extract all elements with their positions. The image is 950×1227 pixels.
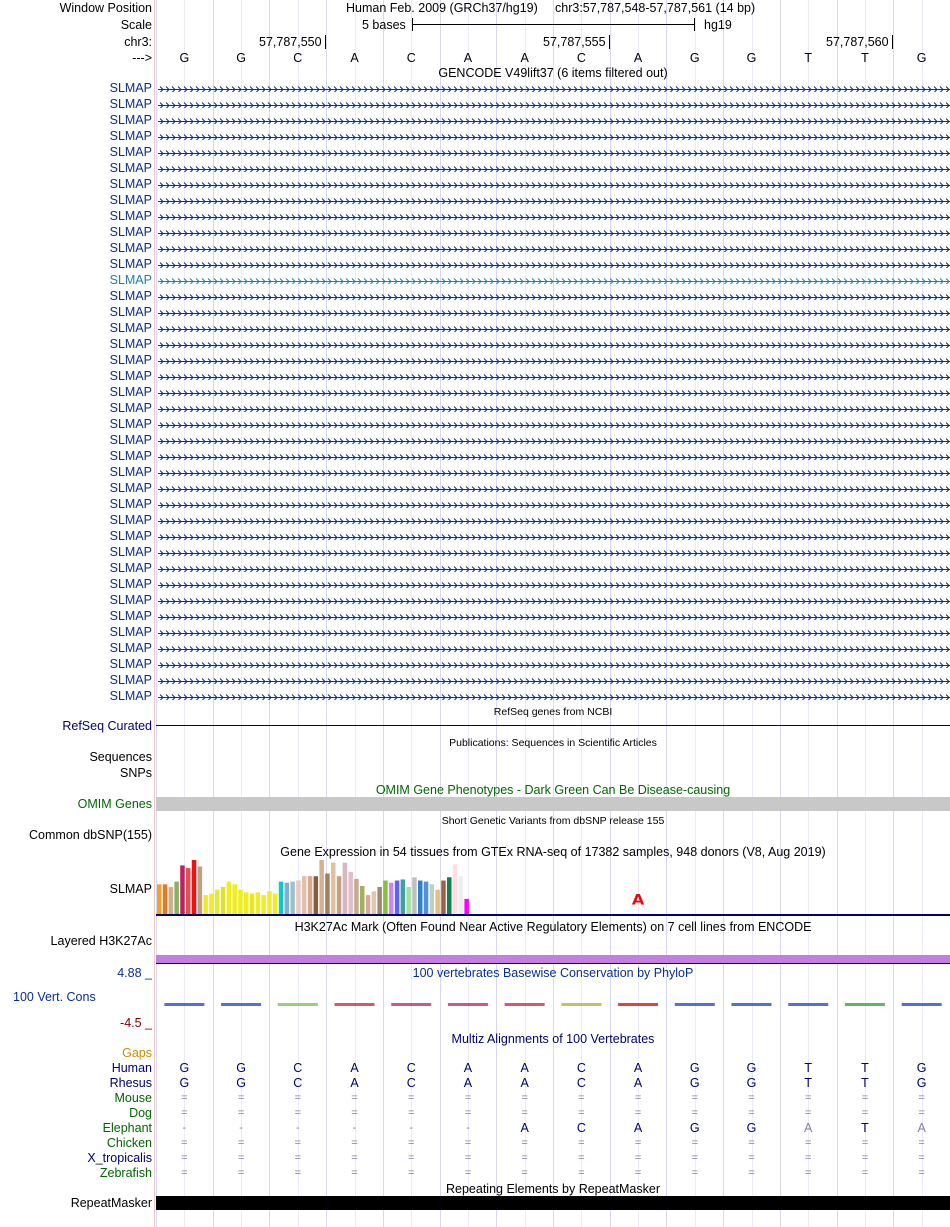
multiz-base: - — [352, 1122, 357, 1134]
multiz-base: - — [295, 1122, 300, 1134]
multiz-base: = — [578, 1167, 585, 1179]
gencode-transcript-label[interactable]: SLMAP — [109, 193, 152, 207]
multiz-base: = — [804, 1137, 812, 1149]
multiz-base: = — [861, 1167, 869, 1179]
gencode-transcript-label[interactable]: SLMAP — [109, 449, 152, 463]
multiz-base: = — [748, 1137, 755, 1149]
scale-label: Scale — [120, 18, 152, 32]
multiz-base: = — [407, 1137, 415, 1149]
multiz-base: = — [237, 1152, 245, 1164]
multiz-base: T — [861, 1121, 869, 1135]
multiz-base: = — [804, 1152, 812, 1164]
multiz-base: = — [407, 1152, 415, 1164]
gencode-transcript-label[interactable]: SLMAP — [109, 289, 152, 303]
multiz-base: A — [520, 1076, 529, 1090]
gencode-transcript-label[interactable]: SLMAP — [109, 417, 152, 431]
multiz-base: = — [521, 1107, 528, 1119]
gencode-transcript-label[interactable]: SLMAP — [109, 369, 152, 383]
dbsnp-label[interactable]: Common dbSNP(155) — [29, 828, 152, 842]
gencode-transcript-label[interactable]: SLMAP — [109, 689, 152, 703]
multiz-base: = — [578, 1152, 585, 1164]
multiz-base: = — [918, 1152, 925, 1164]
phylop-score-mark — [561, 1003, 601, 1006]
gencode-transcript-label[interactable]: SLMAP — [109, 529, 152, 543]
multiz-base: = — [237, 1137, 245, 1149]
gencode-transcript-label[interactable]: SLMAP — [109, 353, 152, 367]
base-letter: G — [746, 51, 757, 65]
base-letter: C — [406, 51, 416, 65]
multiz-base: = — [918, 1167, 925, 1179]
multiz-species-label[interactable]: Mouse — [114, 1091, 152, 1105]
multiz-base: A — [520, 1061, 529, 1075]
multiz-base: = — [691, 1167, 698, 1179]
multiz-base: A — [633, 1076, 643, 1090]
phylop-score-mark — [845, 1003, 885, 1006]
gencode-transcript-label[interactable]: SLMAP — [109, 225, 152, 239]
base-letter: G — [689, 51, 700, 65]
multiz-base: C — [576, 1061, 586, 1075]
h3k27ac-track-title[interactable]: H3K27Ac Mark (Often Found Near Active Regulatory Elements) on 7 cell lines from ENCODE — [294, 920, 812, 934]
base-letter: A — [463, 51, 473, 65]
coord-3: 57,787,560 — [826, 35, 889, 49]
phylop-score-mark — [788, 1003, 828, 1006]
multiz-base: = — [351, 1107, 358, 1119]
phylop-score-mark — [164, 1003, 204, 1006]
base-letter: C — [576, 51, 586, 65]
multiz-base: = — [691, 1152, 698, 1164]
multiz-base: = — [351, 1167, 358, 1179]
gencode-transcript-label[interactable]: SLMAP — [109, 609, 152, 623]
multiz-base: = — [237, 1107, 245, 1119]
multiz-base: C — [293, 1076, 303, 1090]
multiz-base: G — [689, 1076, 700, 1090]
base-letter: C — [293, 51, 303, 65]
multiz-base: = — [691, 1137, 698, 1149]
multiz-species-label[interactable]: Rhesus — [109, 1076, 152, 1090]
multiz-base: A — [520, 1121, 529, 1135]
gencode-transcript-label[interactable]: SLMAP — [109, 401, 152, 415]
phylop-score-mark — [675, 1003, 715, 1006]
multiz-base: = — [294, 1137, 301, 1149]
multiz-base: G — [916, 1076, 927, 1090]
base-letter: A — [520, 51, 529, 65]
base-letter: G — [236, 51, 246, 65]
multiz-base: - — [409, 1122, 414, 1134]
multiz-base: = — [351, 1137, 358, 1149]
multiz-base: = — [804, 1092, 812, 1104]
gtex-track-title[interactable]: Gene Expression in 54 tissues from GTEx RNA-seq of 17382 samples, 948 donors (V8, Aug 2019) — [280, 845, 826, 859]
gencode-transcript-label[interactable]: SLMAP — [109, 209, 152, 223]
multiz-base: = — [634, 1152, 642, 1164]
multiz-base: G — [179, 1076, 190, 1090]
multiz-base: = — [748, 1152, 755, 1164]
multiz-base: = — [634, 1107, 642, 1119]
multiz-base: = — [861, 1152, 869, 1164]
position-readout: chr3:57,787,548-57,787,561 (14 bp) — [555, 1, 756, 15]
multiz-species-label[interactable]: Chicken — [106, 1136, 152, 1150]
phylop-score-mark — [335, 1003, 375, 1006]
multiz-base: A — [633, 1121, 643, 1135]
phylop-track-title[interactable]: 100 vertebrates Basewise Conservation by PhyloP — [412, 966, 694, 980]
omim-track-title[interactable]: OMIM Gene Phenotypes - Dark Green Can Be Disease-causing — [375, 783, 731, 797]
multiz-base: = — [181, 1107, 188, 1119]
multiz-base: = — [181, 1152, 188, 1164]
multiz-base: = — [407, 1107, 415, 1119]
gencode-transcript-label[interactable]: SLMAP — [109, 513, 152, 527]
multiz-base: = — [407, 1167, 415, 1179]
multiz-base: = — [181, 1092, 188, 1104]
multiz-base: G — [916, 1061, 927, 1075]
multiz-base: T — [861, 1076, 869, 1090]
multiz-base: G — [179, 1061, 190, 1075]
multiz-base: T — [804, 1061, 813, 1075]
scale-db: hg19 — [704, 18, 732, 32]
multiz-base: = — [861, 1092, 869, 1104]
multiz-base: G — [746, 1121, 757, 1135]
h3k27ac-label[interactable]: Layered H3K27Ac — [50, 934, 152, 948]
multiz-base: - — [466, 1122, 470, 1134]
gencode-transcript-label[interactable]: SLMAP — [109, 657, 152, 671]
multiz-base: = — [294, 1107, 301, 1119]
multiz-base: = — [578, 1092, 585, 1104]
base-letter: T — [861, 51, 869, 65]
pubs-label-snps[interactable]: SNPs — [120, 766, 152, 780]
multiz-base: = — [918, 1137, 925, 1149]
multiz-base: = — [804, 1107, 812, 1119]
multiz-base: = — [464, 1107, 472, 1119]
phylop-min-label: -4.5 _ — [120, 1016, 152, 1030]
multiz-base: = — [578, 1137, 585, 1149]
multiz-species-label[interactable]: Elephant — [102, 1121, 152, 1135]
phylop-score-mark — [505, 1003, 545, 1006]
multiz-base: = — [748, 1107, 755, 1119]
base-letter: T — [804, 51, 813, 65]
multiz-base: G — [746, 1061, 757, 1075]
gencode-transcript-label[interactable]: SLMAP — [109, 81, 152, 95]
multiz-base: G — [236, 1076, 246, 1090]
multiz-base: = — [237, 1167, 245, 1179]
multiz-base: C — [576, 1076, 586, 1090]
pubs-track-title[interactable]: Publications: Sequences in Scientific Articles — [449, 737, 657, 749]
multiz-base: = — [691, 1107, 698, 1119]
phylop-label[interactable]: 100 Vert. Cons — [13, 990, 96, 1004]
refseq-label[interactable]: RefSeq Curated — [62, 719, 152, 733]
multiz-base: = — [578, 1107, 585, 1119]
gtex-label[interactable]: SLMAP — [109, 882, 152, 896]
phylop-score-mark — [618, 1003, 658, 1006]
multiz-base: A — [633, 1061, 643, 1075]
gencode-transcript-label[interactable]: SLMAP — [109, 465, 152, 479]
multiz-species-label[interactable]: X_tropicalis — [87, 1151, 152, 1165]
base-letter: A — [350, 51, 359, 65]
multiz-species-label[interactable]: Zebrafish — [99, 1166, 152, 1180]
multiz-base: = — [464, 1167, 472, 1179]
multiz-base: C — [576, 1121, 586, 1135]
window-position-label: Window Position — [59, 1, 152, 15]
multiz-base: = — [294, 1152, 301, 1164]
phylop-score-mark — [732, 1003, 772, 1006]
gencode-transcript-label[interactable]: SLMAP — [109, 113, 152, 127]
multiz-base: = — [464, 1152, 472, 1164]
gencode-transcript-label[interactable]: SLMAP — [109, 305, 152, 319]
multiz-base: T — [861, 1061, 869, 1075]
base-letter: A — [633, 51, 643, 65]
assembly-title: Human Feb. 2009 (GRCh37/hg19) — [346, 1, 538, 15]
gencode-transcript-label[interactable]: SLMAP — [109, 161, 152, 175]
gencode-transcript-label[interactable]: SLMAP — [109, 593, 152, 607]
multiz-base: = — [407, 1092, 415, 1104]
multiz-base: C — [293, 1061, 303, 1075]
chrom-label: chr3: — [124, 35, 152, 49]
multiz-base: = — [181, 1137, 188, 1149]
phylop-score-mark — [278, 1003, 318, 1006]
refseq-track-title[interactable]: RefSeq genes from NCBI — [493, 706, 613, 718]
coord-2: 57,787,555 — [543, 35, 606, 49]
multiz-species-label[interactable]: Human — [111, 1061, 152, 1075]
gencode-transcript-label[interactable]: SLMAP — [109, 257, 152, 271]
gencode-transcript-label[interactable]: SLMAP — [109, 545, 152, 559]
multiz-base: = — [634, 1137, 642, 1149]
multiz-base: A — [463, 1076, 473, 1090]
multiz-base: A — [350, 1076, 359, 1090]
gencode-transcript-label[interactable]: SLMAP — [109, 321, 152, 335]
strand-label: ---> — [132, 51, 152, 65]
gencode-transcript-label[interactable]: SLMAP — [109, 497, 152, 511]
gencode-transcript-label[interactable]: SLMAP — [109, 673, 152, 687]
dbsnp-track-title[interactable]: Short Genetic Variants from dbSNP release 155 — [441, 815, 665, 827]
multiz-base: = — [918, 1107, 925, 1119]
pubs-label-sequences[interactable]: Sequences — [89, 750, 152, 764]
multiz-base: - — [239, 1122, 243, 1134]
multiz-base: = — [464, 1137, 472, 1149]
multiz-base: A — [350, 1061, 359, 1075]
repeatmasker-label[interactable]: RepeatMasker — [70, 1196, 152, 1210]
multiz-base: A — [804, 1121, 813, 1135]
multiz-base: = — [294, 1167, 301, 1179]
gencode-transcript-label[interactable]: SLMAP — [109, 273, 152, 287]
phylop-score-mark — [391, 1003, 431, 1006]
multiz-base: A — [917, 1121, 926, 1135]
gencode-transcript-label[interactable]: SLMAP — [109, 385, 152, 399]
multiz-base: = — [521, 1092, 528, 1104]
multiz-base: = — [804, 1167, 812, 1179]
multiz-base: C — [406, 1076, 416, 1090]
multiz-base: = — [748, 1092, 755, 1104]
multiz-base: = — [351, 1092, 358, 1104]
scale-text: 5 bases — [362, 18, 406, 32]
phylop-score-mark — [448, 1003, 488, 1006]
phylop-score-mark — [221, 1003, 261, 1006]
omim-label[interactable]: OMIM Genes — [77, 797, 152, 811]
base-letter: G — [916, 51, 927, 65]
multiz-base: = — [464, 1092, 472, 1104]
gencode-track-title[interactable]: GENCODE V49lift37 (6 items filtered out) — [438, 66, 668, 80]
multiz-base: A — [463, 1061, 473, 1075]
multiz-base: = — [918, 1092, 925, 1104]
gencode-transcript-label[interactable]: SLMAP — [109, 145, 152, 159]
gencode-transcript-label[interactable]: SLMAP — [109, 177, 152, 191]
multiz-base: G — [689, 1061, 700, 1075]
base-letter: G — [179, 51, 190, 65]
gencode-transcript-label[interactable]: SLMAP — [109, 561, 152, 575]
label-column-divider — [154, 0, 155, 1227]
multiz-base: = — [237, 1092, 245, 1104]
phylop-score-mark — [902, 1003, 942, 1006]
multiz-track-title[interactable]: Multiz Alignments of 100 Vertebrates — [451, 1032, 655, 1046]
multiz-base: = — [351, 1152, 358, 1164]
multiz-base: G — [236, 1061, 246, 1075]
multiz-base: - — [182, 1122, 187, 1134]
multiz-base: = — [521, 1152, 528, 1164]
gencode-transcript-label[interactable]: SLMAP — [109, 241, 152, 255]
gencode-transcript-label[interactable]: SLMAP — [109, 481, 152, 495]
multiz-base: = — [634, 1167, 642, 1179]
gencode-transcript-label[interactable]: SLMAP — [109, 433, 152, 447]
repeatmasker-bar[interactable] — [156, 1196, 950, 1210]
gencode-transcript-label[interactable]: SLMAP — [109, 641, 152, 655]
multiz-base: G — [689, 1121, 700, 1135]
multiz-base: = — [634, 1092, 642, 1104]
multiz-base: = — [861, 1107, 869, 1119]
gencode-transcript-label[interactable]: SLMAP — [109, 577, 152, 591]
multiz-base: = — [861, 1137, 869, 1149]
gaps-label: Gaps — [122, 1046, 152, 1060]
multiz-base: = — [521, 1167, 528, 1179]
coord-1: 57,787,550 — [259, 35, 322, 49]
gencode-transcript-label[interactable]: SLMAP — [109, 97, 152, 111]
multiz-base: C — [406, 1061, 416, 1075]
multiz-base: G — [746, 1076, 757, 1090]
phylop-logo-letter: A — [631, 891, 645, 909]
multiz-base: = — [691, 1092, 698, 1104]
multiz-base: T — [804, 1076, 813, 1090]
multiz-base: = — [181, 1167, 188, 1179]
multiz-species-label[interactable]: Dog — [129, 1106, 152, 1120]
gencode-transcript-label[interactable]: SLMAP — [109, 129, 152, 143]
gencode-transcript-label[interactable]: SLMAP — [109, 625, 152, 639]
multiz-base: = — [294, 1092, 301, 1104]
phylop-max-label: 4.88 _ — [117, 966, 152, 980]
multiz-base: = — [521, 1137, 528, 1149]
repeatmasker-track-title[interactable]: Repeating Elements by RepeatMasker — [445, 1182, 660, 1196]
multiz-base: = — [748, 1167, 755, 1179]
gencode-transcript-label[interactable]: SLMAP — [109, 337, 152, 351]
